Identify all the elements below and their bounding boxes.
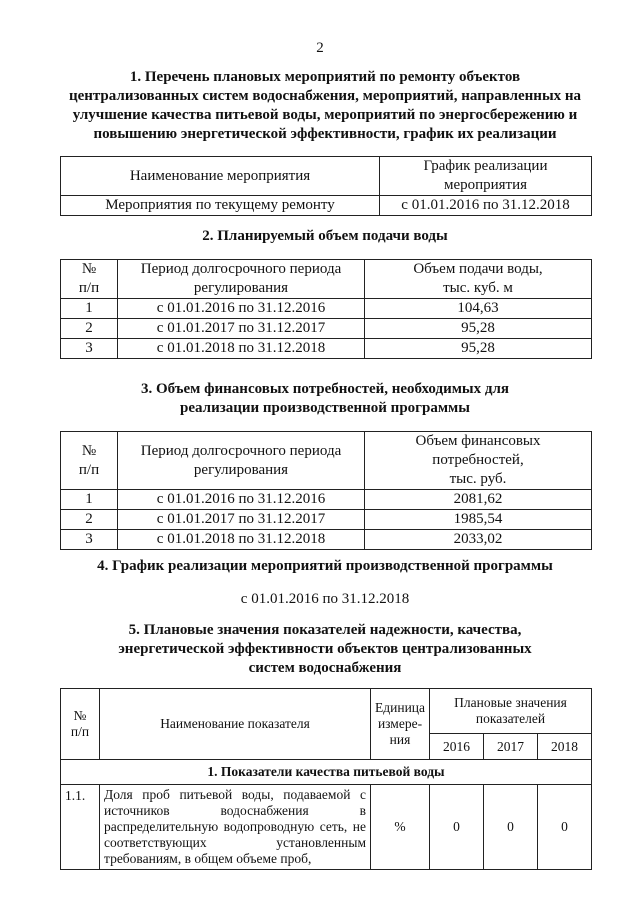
header-period-line2: регулирования (193, 461, 289, 478)
table-row (61, 196, 592, 216)
section2-title: 2. Планируемый объем подачи воды (202, 228, 448, 244)
header-planned-values (430, 689, 592, 734)
row-indicator-name: Доля проб питьевой воды, подаваемой с источников водоснабжения в распределительную водопроводную сеть, не соответствующих установленным требованиям, в общем объеме проб, (100, 785, 371, 870)
header-period (118, 432, 365, 490)
section3-title-line: реализации производственной программы (180, 400, 470, 416)
header-financial (365, 432, 592, 490)
header-activity-name: Наименование мероприятия (61, 157, 380, 196)
row-amount: 2081,62 (365, 490, 592, 510)
row-period: с 01.01.2017 по 31.12.2017 (118, 510, 365, 530)
row-period: с 01.01.2016 по 31.12.2016 (118, 490, 365, 510)
header-period-line1: Период долгосрочного периода (140, 261, 342, 277)
row-unit: % (371, 785, 430, 870)
group-title: 1. Показатели качества питьевой воды (61, 760, 592, 785)
header-financial-line1: Объем финансовых потребностей, (415, 433, 541, 468)
activity-name: Мероприятия по текущему ремонту (61, 196, 380, 216)
section5-title-line: 5. Плановые значения показателей надежности, качества, (128, 622, 522, 638)
financial-needs-table (60, 431, 592, 550)
row-value: 0 (430, 785, 484, 870)
section5-title (60, 621, 590, 678)
section4-title: 4. График реализации мероприятий производственной программы (97, 558, 553, 574)
row-num: 2 (61, 510, 118, 530)
section3-title-line: 3. Объем финансовых потребностей, необходимых для (140, 381, 510, 397)
header-planned-line2: показателей (475, 711, 546, 727)
header-year: 2018 (537, 734, 591, 760)
header-num-line1: № (81, 442, 97, 459)
header-unit-line1: Единица (375, 700, 426, 715)
header-num (61, 432, 118, 490)
section1-title-line: централизованных систем водоснабжения, мероприятий, направленных на (68, 88, 582, 104)
header-volume (365, 260, 592, 299)
header-num (61, 689, 100, 760)
row-volume: 95,28 (365, 339, 592, 359)
section3-title (60, 380, 590, 418)
table-header-row (61, 157, 592, 196)
row-num: 1 (61, 299, 118, 319)
header-num-line2: п/п (78, 280, 100, 296)
row-period: с 01.01.2017 по 31.12.2017 (118, 319, 365, 339)
header-financial-line2: тыс. руб. (449, 471, 507, 487)
section5-title-line: энергетической эффективности объектов централизованных (118, 641, 532, 657)
header-unit-line2: измере- (377, 716, 423, 731)
header-schedule (380, 157, 592, 196)
activities-table (60, 156, 592, 216)
row-amount: 1985,54 (365, 510, 592, 530)
header-num-line2: п/п (78, 461, 100, 478)
header-year: 2017 (483, 734, 537, 760)
table-row (61, 530, 592, 550)
section1-title-line: повышению энергетической эффективности, график их реализации (93, 126, 557, 142)
header-unit (371, 689, 430, 760)
table-row (61, 785, 592, 870)
row-num: 3 (61, 530, 118, 550)
header-period-line2: регулирования (193, 280, 289, 296)
row-volume: 104,63 (365, 299, 592, 319)
section5-title-line: систем водоснабжения (248, 660, 402, 676)
page-number: 2 (316, 40, 324, 56)
header-num-line2: п/п (70, 724, 90, 739)
table-row (61, 319, 592, 339)
section1-title-line: 1. Перечень плановых мероприятий по ремонту объектов (129, 69, 521, 85)
header-period-line1: Период долгосрочного периода (140, 442, 342, 459)
header-schedule-line2: мероприятия (443, 177, 528, 193)
table-row (61, 490, 592, 510)
row-num: 3 (61, 339, 118, 359)
activity-period: с 01.01.2016 по 31.12.2018 (380, 196, 592, 216)
row-value: 0 (483, 785, 537, 870)
row-num: 1.1. (61, 785, 100, 870)
row-num: 1 (61, 490, 118, 510)
header-volume-line2: тыс. куб. м (443, 280, 513, 296)
row-volume: 95,28 (365, 319, 592, 339)
header-num-line1: № (81, 261, 97, 277)
header-period (118, 260, 365, 299)
table-row (61, 299, 592, 319)
row-period: с 01.01.2018 по 31.12.2018 (118, 339, 365, 359)
row-value: 0 (537, 785, 591, 870)
header-indicator-name: Наименование показателя (100, 689, 371, 760)
section1-title (60, 68, 590, 144)
table-header-row (61, 432, 592, 490)
row-period: с 01.01.2016 по 31.12.2016 (118, 299, 365, 319)
table-row (61, 510, 592, 530)
header-year: 2016 (430, 734, 484, 760)
row-num: 2 (61, 319, 118, 339)
section1-title-line: улучшение качества питьевой воды, мероприятий по энергосбережению и (72, 107, 578, 123)
header-schedule-line1: График реализации (423, 158, 548, 174)
water-supply-table (60, 259, 592, 359)
header-num-line1: № (73, 708, 87, 723)
header-unit-line3: ния (389, 732, 411, 747)
header-num (61, 260, 118, 299)
row-amount: 2033,02 (365, 530, 592, 550)
table-header-row (61, 260, 592, 299)
section4-period: с 01.01.2016 по 31.12.2018 (240, 591, 410, 607)
indicators-table (60, 688, 592, 870)
table-header-row (61, 689, 592, 734)
table-group-row (61, 760, 592, 785)
row-period: с 01.01.2018 по 31.12.2018 (118, 530, 365, 550)
header-volume-line1: Объем подачи воды, (413, 261, 543, 277)
table-row (61, 339, 592, 359)
header-planned-line1: Плановые значения (454, 695, 567, 711)
